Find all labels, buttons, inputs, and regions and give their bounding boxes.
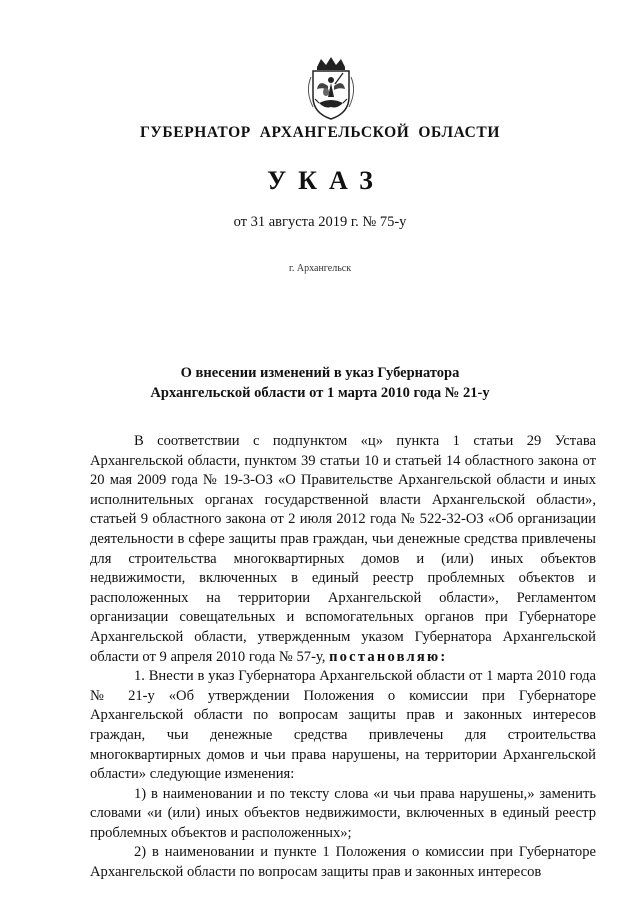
preamble-text: В соответствии с подпунктом «ц» пункта 1 статьи 29 Устава Архангельской области, пунктом 39 статьи 10 и статьей 14 областного закона от 20 мая 2009 года № 19-3-ОЗ «О Правительстве Архангельской области и иных исполнительных органах государственной власти Архангельской области», статьей 9 областного закона от 2 июля 2012 года № 522-32-ОЗ «Об организации деятельности в сфере защиты прав граждан, чьи денежные средства привлечены для строительства многоквартирных домов и (или) иных объектов недвижимости, включенных в единый реестр проблемных объектов и расположенных на территории Архангельской области», Регламентом организации совещательных и вспомогательных органов при Губернаторе Архангельской области, утвержденным указом Губернатора Архангельской области от 9 апреля 2010 года № 57-у, — [90, 433, 596, 665]
document-city: г. Архангельск — [288, 263, 352, 274]
heading-line-1: О внесении изменений в указ Губернатора — [180, 365, 460, 381]
heading-line-2: Архангельской области от 1 марта 2010 года № 21-у — [150, 385, 490, 401]
decree-colon: : — [440, 648, 448, 665]
paragraph-preamble — [90, 432, 596, 667]
document-date-number: от 31 августа 2019 г. № 75-у — [233, 214, 407, 230]
paragraph-subitem-1: 1) в наименовании и по тексту слова «и чьи права нарушены,» заменить словами «и (или) иных объектов недвижимости, включенных в единый реестр проблемных объектов и расположенных»; — [90, 785, 596, 841]
issuer-title: ГУБЕРНАТОР АРХАНГЕЛЬСКОЙ ОБЛАСТИ — [139, 124, 501, 141]
paragraph-subitem-2: 2) в наименовании и пункте 1 Положения о комиссии при Губернаторе Архангельской области по вопросам защиты прав и законных интересов — [90, 844, 596, 881]
document-heading — [60, 363, 580, 403]
document-body — [90, 432, 596, 883]
document-type: УКАЗ — [267, 166, 385, 195]
decree-word: постановляю — [329, 648, 441, 665]
archangelsk-coat-of-arms-icon — [301, 57, 361, 121]
paragraph-item-1: 1. Внести в указ Губернатора Архангельской области от 1 марта 2010 года № 21-у «Об утверждении Положения о комиссии при Губернаторе Архангельской области по вопросам защиты прав и законных интересов граждан, чьи денежные средства привлечены для строительства многоквартирных домов и чьи права нарушены, на территории Архангельской области» следующие изменения: — [90, 668, 596, 783]
